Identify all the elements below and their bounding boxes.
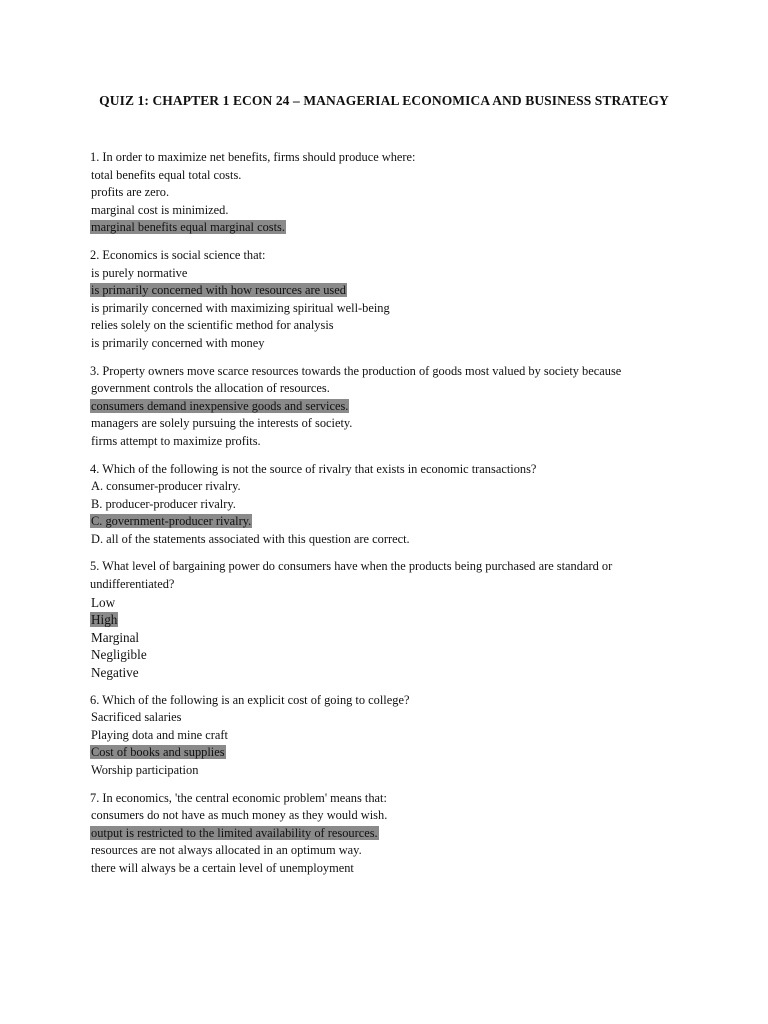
answer-option: Negligible [91,647,147,663]
answer-option: managers are solely pursuing the interests of society. [91,416,353,431]
answer-option: A. consumer-producer rivalry. [91,479,241,494]
question-stem: 7. In economics, 'the central economic problem' means that: [90,790,387,805]
answer-option: is purely normative [91,265,188,280]
answer-option: Playing dota and mine craft [91,727,228,742]
answer-option: D. all of the statements associated with this question are correct. [91,531,410,546]
page-title: QUIZ 1: CHAPTER 1 ECON 24 – MANAGERIAL ECONOMICA AND BUSINESS STRATEGY [99,93,669,108]
answer-option-highlighted: marginal benefits equal marginal costs. [91,220,285,235]
answer-option: government controls the allocation of resources. [91,381,330,396]
answer-option: consumers do not have as much money as they would wish. [91,808,388,823]
question-3 [90,363,690,451]
answer-option: profits are zero. [91,185,170,200]
question-4 [90,461,690,549]
question-stem: 1. In order to maximize net benefits, firms should produce where: [90,150,416,164]
answer-option: total benefits equal total costs. [91,167,242,182]
answer-option: Sacrificed salaries [91,710,182,725]
answer-option: resources are not always allocated in an optimum way. [91,843,362,858]
answer-option: B. producer-producer rivalry. [91,496,236,511]
question-stem: 4. Which of the following is not the source of rivalry that exists in economic transactions? [90,461,537,476]
question-6 [90,692,690,780]
answer-option: is primarily concerned with maximizing spiritual well-being [91,300,390,315]
question-stem: 5. What level of bargaining power do consumers have when the products being purchased are standard or undifferentiated? [90,559,613,592]
answer-option: is primarily concerned with money [91,335,265,350]
answer-option-highlighted: High [91,612,118,628]
question-7 [90,790,690,878]
answer-option-highlighted: output is restricted to the limited availability of resources. [91,825,378,840]
answer-option-highlighted: C. government-producer rivalry. [91,514,252,529]
answer-option-highlighted: Cost of books and supplies [91,745,225,760]
answer-option: Low [91,594,116,610]
question-stem: 2. Economics is social science that: [90,247,266,262]
question-stem: 6. Which of the following is an explicit cost of going to college? [90,692,410,707]
question-5 [90,558,690,681]
answer-option: there will always be a certain level of unemployment [91,860,354,875]
answer-option-highlighted: consumers demand inexpensive goods and services. [91,398,349,413]
answer-option: relies solely on the scientific method for analysis [91,318,334,333]
answer-option-highlighted: is primarily concerned with how resources are used [91,283,346,298]
answer-option: Worship participation [91,763,199,777]
answer-option: marginal cost is minimized. [91,202,229,217]
answer-option: Negative [91,665,139,681]
question-list [90,149,690,888]
question-2 [90,247,690,353]
answer-option: Marginal [91,629,140,645]
question-stem: 3. Property owners move scarce resources towards the production of goods most valued by society because [90,363,622,378]
answer-option: firms attempt to maximize profits. [91,433,261,448]
question-1 [90,149,690,237]
